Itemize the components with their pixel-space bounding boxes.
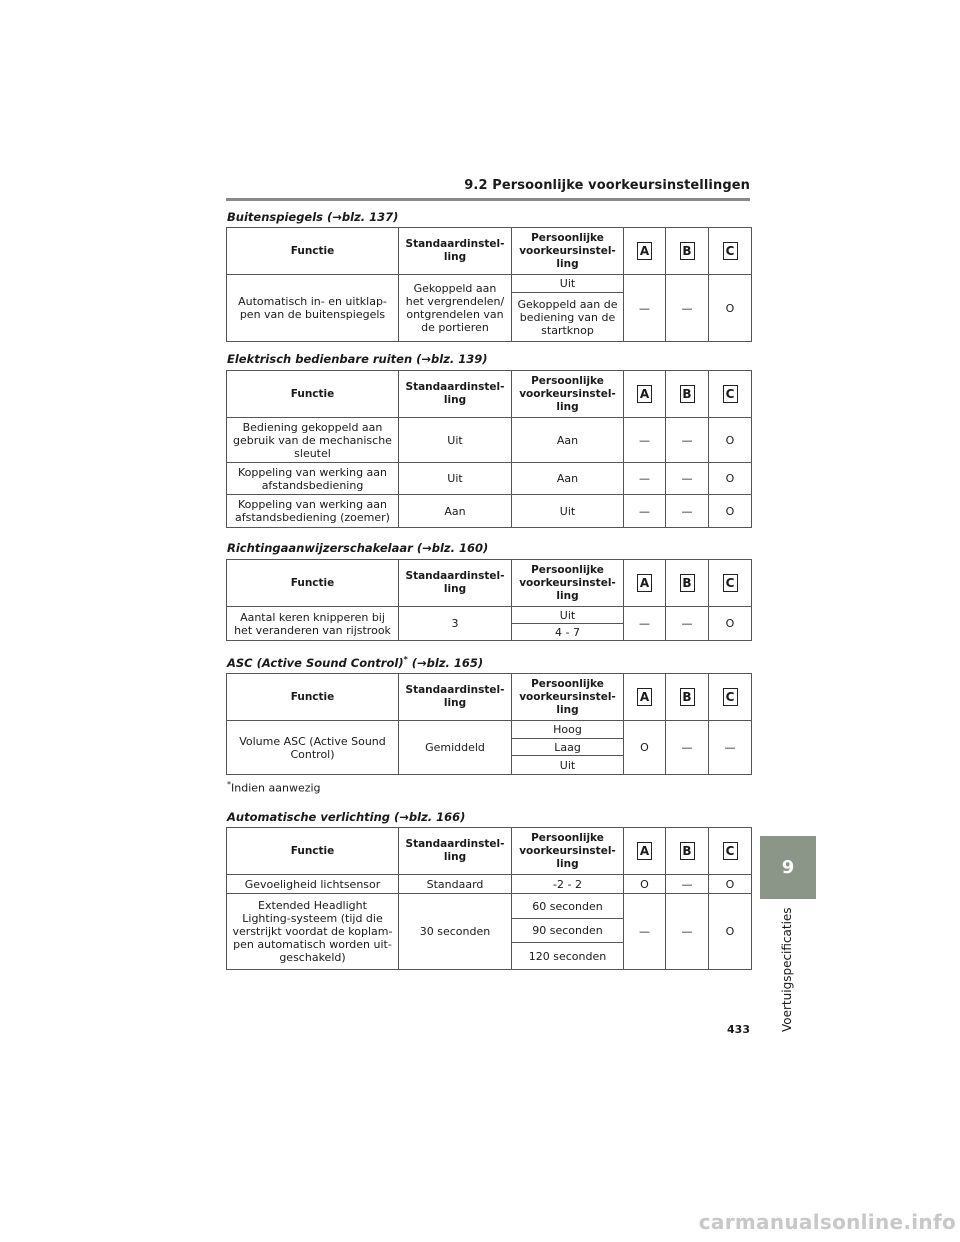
table-row [227, 463, 752, 495]
table-header-row [227, 228, 752, 275]
cell-option: 120 seconden [512, 943, 624, 970]
col-c-label: C [723, 242, 738, 260]
cell-option: 4 - 7 [512, 624, 624, 641]
col-standaard: Standaardinstel- ling [399, 674, 512, 721]
table-verlichting [226, 827, 752, 970]
cell-standaard: 30 seconden [399, 894, 512, 970]
chapter-tab[interactable]: 9 [760, 836, 816, 899]
cell-b: — [666, 463, 709, 495]
cell-a: — [624, 894, 666, 970]
cell-c: O [709, 275, 752, 342]
table-header-row [227, 674, 752, 721]
table-ruiten [226, 370, 752, 528]
col-a-label: A [637, 842, 652, 860]
header-rule [226, 198, 750, 201]
table-row [227, 495, 752, 528]
cell-functie: Bediening gekoppeld aan gebruik van de mechanische sleutel [227, 418, 399, 463]
page-header: 9.2 Persoonlijke voorkeursinstellingen [464, 178, 750, 193]
col-b-label: B [680, 242, 695, 260]
cell-c: O [709, 894, 752, 970]
col-functie: Functie [227, 228, 399, 275]
col-a-label: A [637, 385, 652, 403]
page-number: 433 [727, 1023, 750, 1036]
col-functie: Functie [227, 828, 399, 875]
cell-option: Uit [512, 275, 624, 293]
col-b-label: B [680, 842, 695, 860]
cell-functie: Gevoeligheid lichtsensor [227, 875, 399, 894]
cell-persoonlijk: Aan [512, 463, 624, 495]
footnote [227, 780, 321, 795]
cell-option: 90 seconden [512, 919, 624, 943]
section-title-asc [227, 655, 483, 670]
cell-functie: Koppeling van werking aan afstandsbediening (zoemer) [227, 495, 399, 528]
table-row [227, 894, 752, 919]
table-row [227, 275, 752, 293]
cell-a: O [624, 721, 666, 775]
col-c-label: C [723, 574, 738, 592]
cell-a: — [624, 607, 666, 641]
table-row [227, 875, 752, 894]
col-c-label: C [723, 842, 738, 860]
cell-functie: Automatisch in- en uitklap- pen van de buitenspiegels [227, 275, 399, 342]
cell-standaard: Uit [399, 418, 512, 463]
cell-standaard: Aan [399, 495, 512, 528]
col-a-label: A [637, 688, 652, 706]
cell-b: — [666, 418, 709, 463]
col-standaard: Standaardinstel- ling [399, 228, 512, 275]
cell-a: — [624, 275, 666, 342]
watermark: carmanualsonline.info [698, 1210, 956, 1234]
cell-functie: Koppeling van werking aan afstandsbediening [227, 463, 399, 495]
cell-option: Uit [512, 607, 624, 624]
col-functie: Functie [227, 371, 399, 418]
cell-a: — [624, 463, 666, 495]
section-title-richting: Richtingaanwijzerschakelaar (→blz. 160) [227, 541, 489, 555]
col-c-label: C [723, 385, 738, 403]
cell-standaard: Standaard [399, 875, 512, 894]
section-title-verlichting: Automatische verlichting (→blz. 166) [227, 810, 466, 824]
cell-b: — [666, 875, 709, 894]
cell-option: Hoog [512, 721, 624, 739]
col-persoonlijk: Persoonlijke voorkeursinstel- ling [512, 674, 624, 721]
col-b-label: B [680, 574, 695, 592]
col-persoonlijk: Persoonlijke voorkeursinstel- ling [512, 560, 624, 607]
cell-functie: Aantal keren knipperen bij het veranderen van rijstrook [227, 607, 399, 641]
table-richting [226, 559, 752, 641]
table-header-row [227, 560, 752, 607]
table-header-row [227, 371, 752, 418]
col-persoonlijk: Persoonlijke voorkeursinstel- ling [512, 228, 624, 275]
cell-functie: Extended Headlight Lighting-systeem (tijd die verstrijkt voordat de koplam- pen automatisch worden uit- geschakeld) [227, 894, 399, 970]
cell-a: — [624, 495, 666, 528]
col-standaard: Standaardinstel- ling [399, 560, 512, 607]
table-asc [226, 673, 752, 775]
footnote-marker: * [227, 780, 231, 789]
cell-a: O [624, 875, 666, 894]
col-c-label: C [723, 688, 738, 706]
col-persoonlijk: Persoonlijke voorkeursinstel- ling [512, 828, 624, 875]
col-a-label: A [637, 242, 652, 260]
cell-persoonlijk: -2 - 2 [512, 875, 624, 894]
section-title-buitenspiegels: Buitenspiegels (→blz. 137) [227, 210, 399, 224]
col-functie: Functie [227, 674, 399, 721]
col-persoonlijk: Persoonlijke voorkeursinstel- ling [512, 371, 624, 418]
table-row [227, 607, 752, 624]
cell-c: O [709, 607, 752, 641]
col-functie: Functie [227, 560, 399, 607]
section-title-asc-text: ASC (Active Sound Control) [227, 655, 404, 670]
table-buitenspiegels [226, 227, 752, 342]
cell-c: O [709, 495, 752, 528]
cell-standaard: 3 [399, 607, 512, 641]
cell-b: — [666, 607, 709, 641]
cell-option: Gekoppeld aan de bediening van de startknop [512, 293, 624, 342]
footnote-marker: * [403, 655, 408, 664]
cell-b: — [666, 894, 709, 970]
cell-functie: Volume ASC (Active Sound Control) [227, 721, 399, 775]
col-standaard: Standaardinstel- ling [399, 371, 512, 418]
section-title-ruiten: Elektrisch bedienbare ruiten (→blz. 139) [227, 352, 488, 366]
cell-option: 60 seconden [512, 894, 624, 919]
cell-option: Laag [512, 739, 624, 756]
col-a-label: A [637, 574, 652, 592]
cell-c: O [709, 418, 752, 463]
table-header-row [227, 828, 752, 875]
cell-c: O [709, 463, 752, 495]
table-row [227, 418, 752, 463]
col-b-label: B [680, 688, 695, 706]
cell-b: — [666, 495, 709, 528]
cell-standaard: Gemiddeld [399, 721, 512, 775]
section-title-asc-ref: (→blz. 165) [407, 655, 484, 670]
col-b-label: B [680, 385, 695, 403]
cell-c: O [709, 875, 752, 894]
cell-c: — [709, 721, 752, 775]
cell-persoonlijk: Uit [512, 495, 624, 528]
cell-b: — [666, 721, 709, 775]
cell-b: — [666, 275, 709, 342]
cell-a: — [624, 418, 666, 463]
cell-standaard: Uit [399, 463, 512, 495]
cell-option: Uit [512, 756, 624, 775]
cell-standaard: Gekoppeld aan het vergrendelen/ ontgrendelen van de portieren [399, 275, 512, 342]
chapter-label: Voertuigspecificaties [780, 907, 794, 1032]
footnote-text: Indien aanwezig [231, 781, 321, 795]
cell-persoonlijk: Aan [512, 418, 624, 463]
col-standaard: Standaardinstel- ling [399, 828, 512, 875]
table-row [227, 721, 752, 739]
